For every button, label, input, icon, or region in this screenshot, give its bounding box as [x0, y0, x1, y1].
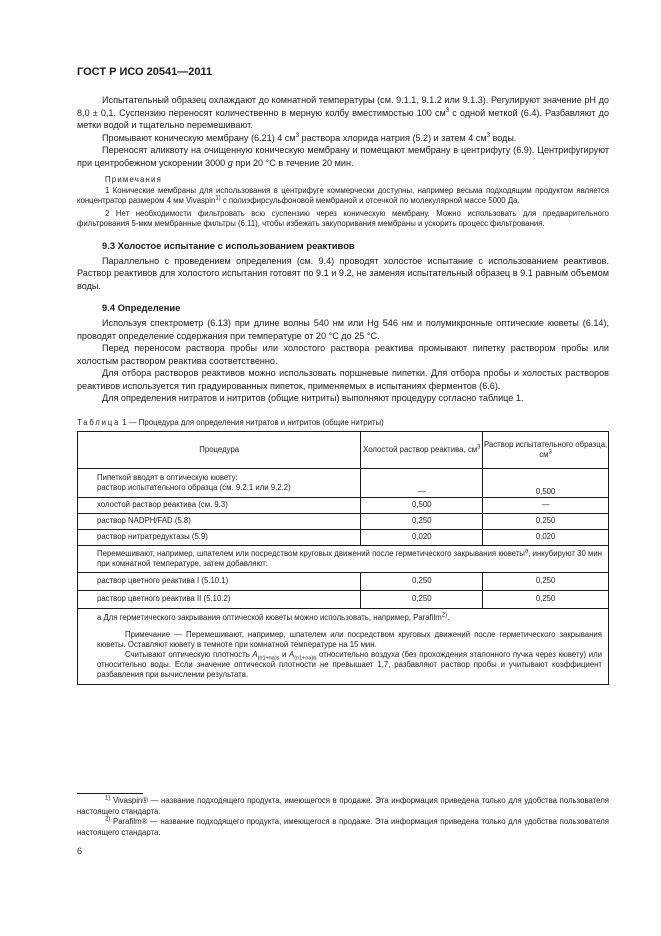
footnote-text: . — [447, 612, 450, 622]
footnote-text: а Для герметического закрывания оптической кюветы можно использовать, например, Parafilm — [97, 612, 442, 622]
table-row — [78, 590, 609, 608]
header-blank — [361, 431, 483, 468]
paragraph-text: с одной меткой (6.4). Разбавляют до метки водой и тщательно перемешивают. — [77, 107, 609, 130]
table-footer — [78, 608, 609, 684]
table-cell: 0,500 — [361, 497, 483, 513]
table-cell: 0,500 — [483, 468, 609, 497]
table-caption-label: Таблица — [77, 417, 121, 427]
table-cell: 0,250 — [361, 590, 483, 608]
table-cell: 0,250 — [483, 513, 609, 529]
cell-text: Пипеткой вводят в оптическую кювету: — [97, 472, 238, 482]
paragraph-text: воды. — [489, 132, 517, 143]
paragraph-ph-adjust — [77, 94, 609, 132]
table-cell: 0,020 — [361, 529, 483, 545]
table-note: Примечание — Перемешивают, например, шпателем или посредством круговых движений после герметического закрывания кюветы. Оставляют кювету в темноте при комнатной температуре на 15 мин. — [97, 629, 602, 649]
table-row — [78, 572, 609, 590]
italic-a: A — [252, 649, 258, 659]
footnote-ref: а — [524, 547, 529, 554]
table-footer-row — [78, 608, 609, 684]
paragraph-text: раствора хлорида натрия (5.2) и затем 4 см — [298, 132, 487, 143]
table-row — [78, 497, 609, 513]
footnote-ref: 2) — [441, 611, 448, 618]
table-footnote-a — [97, 613, 602, 623]
table-cell: 0,250 — [483, 572, 609, 590]
table-cell — [78, 468, 361, 497]
table-row — [78, 529, 609, 545]
table-cell: раствор NADPH/FAD (5.8) — [78, 513, 361, 529]
table-note-absorbance — [97, 650, 602, 680]
document-header: ГОСТ Р ИСО 20541—2011 — [77, 66, 213, 78]
header-procedure: Процедура — [78, 431, 361, 468]
table-row — [78, 545, 609, 572]
section-9-4-p1: Используя спектрометр (6.13) при длине волны 540 нм или Hg 546 нм и полумикронные оптические кюветы (6.14), проводят определение содержания при температуре от 20 °С до 25 °С. — [77, 318, 609, 341]
table-header-row — [78, 431, 609, 468]
footnote-text: Parafilm® — название подходящего продукта, имеющегося в продаже. Эта информация приведена только для удобства пользователя настоящего стандарта. — [77, 817, 609, 837]
table-cell-mix — [78, 545, 609, 572]
paragraph-text: при 20 °С в течение 20 мин. — [232, 157, 354, 168]
section-9-4-p3: Для отбора растворов реактивов можно использовать поршневые пипетки. Для отбора пробы и холостых растворов реактивов используется тип градуированных пипеток, применяемых в испытаниях ферментов (6.6). — [77, 368, 609, 391]
paragraph-text: Испытательный образец охлаждают до комнатной температуры (см. 9.1.1, 9.1.2 или 9.1.3). Регулируют значение рН до 8,0 ± 0,1. Суспензию переносят количественно в мерную колбу вместимостью 100 см — [77, 95, 609, 118]
paragraph-text: Промывают коническую мембрану (6.21) 4 см — [102, 132, 296, 143]
note-text: и — [279, 649, 289, 659]
header-text: Раствор испытательного образца, см — [483, 439, 608, 459]
table-caption — [77, 417, 609, 428]
table-cell: раствор цветного реактива I (5.10.1) — [78, 572, 361, 590]
footnote-ref: 1) — [215, 195, 221, 202]
page-footnotes — [77, 796, 609, 838]
note-1 — [77, 186, 609, 207]
section-9-4-p4: Для определения нитратов и нитритов (общие нитриты) выполняют процедуру согласно таблице 1. — [102, 393, 524, 403]
footnote-2 — [77, 817, 609, 838]
notes-heading: Примечания — [105, 175, 163, 184]
footnote-separator — [77, 793, 143, 794]
table-cell: 0,020 — [483, 529, 609, 545]
table-cell: раствор нитратредуктазы (5.9) — [78, 529, 361, 545]
cell-text: Перемешивают, например, шпателем или посредством круговых движений после герметического закрывания кюветы — [97, 548, 525, 558]
table-cell: — — [361, 468, 483, 497]
footnote-text: Vivaspin® — название подходящего продукта, имеющегося в продаже. Эта информация приведена только для удобства пользователя настоящего стандарта. — [77, 796, 609, 816]
subscript: (n1+na)b — [294, 655, 317, 662]
footnote-mark: 2) — [105, 816, 111, 823]
cell-text: , инкубируют 30 мин при комнатной температуре, затем добавляют: — [97, 548, 602, 568]
paragraph-centrifuge — [77, 144, 609, 169]
section-9-4-title: 9.4 Определение — [102, 302, 181, 313]
procedure-table — [77, 431, 609, 685]
table-cell: холостой раствор реактива (см. 9.3) — [78, 497, 361, 513]
header-sample — [483, 431, 609, 468]
section-9-4-p2: Перед переносом раствора пробы или холостого раствора реактива промывают пипетку раствором пробы или холостым раствором реактива соответственно. — [77, 343, 609, 366]
table-cell: 0,250 — [483, 590, 609, 608]
table-cell: 0,250 — [361, 572, 483, 590]
italic-a: A — [289, 649, 295, 659]
note-text: относительно воздуха (без прохождения эталонного пучка через кювету) или относительно воды. Если значение оптической плотности не превышает 1,7, разбавляют раствор пробы и учитывают коэффициент разбавления при вычислении результата. — [97, 649, 602, 679]
footnote-1 — [77, 796, 609, 817]
section-9-3-text: Параллельно с проведением определения (см. 9.4) проводят холостое испытание с использованием реактивов. Раствор реактивов для холостого испытания готовят по 9.1 и 9.2, не заменяя испытательный образец в 9.1 равным объемом воды. — [77, 255, 609, 291]
table-row — [78, 468, 609, 497]
note-text: с полиэфирсульфоновой мембраной и отсечкой по молекулярной массе 5000 Да. — [220, 196, 520, 205]
cell-text: раствор испытательного образца (см. 9.2.1 или 9.2.2) — [97, 482, 291, 492]
document-body — [77, 94, 609, 685]
note-text: 1 Конические мембраны для использования в центрифуге коммерчески доступны, например весьма подходящим продуктом является концентратор размером 4 мм Vivaspin — [77, 185, 609, 205]
superscript: 3 — [295, 132, 299, 139]
table-cell: раствор цветного реактива II (5.10.2) — [78, 590, 361, 608]
section-9-3-title: 9.3 Холостое испытание с использованием реактивов — [102, 239, 355, 251]
subscript: (n1+na)s — [257, 655, 280, 662]
paragraph-membrane-wash — [77, 132, 609, 145]
note-text: Считывают оптическую плотность — [125, 649, 253, 659]
italic-g: g — [227, 157, 233, 168]
table-row — [78, 513, 609, 529]
page-number: 6 — [77, 846, 83, 856]
footnote-mark: 1) — [105, 795, 111, 802]
table-cell: 0,250 — [361, 513, 483, 529]
table-cell: — — [483, 497, 609, 513]
superscript: 3 — [445, 107, 450, 114]
note-2: 2 Нет необходимости фильтровать всю суспензию через коническую мембрану. Можно использовать для предварительного фильтрования 5-мкм мембранные фильтры (6.11), чтобы избежать закупоривания мембраны и ускорить процесс фильтрования. — [77, 208, 609, 228]
table-caption-text: 1 — Процедура для определения нитратов и нитритов (общие нитриты) — [120, 417, 384, 427]
header-text: Холостой раствор реактива, см — [363, 444, 478, 454]
paragraph-text: Переносят аликвоту на очищенную коническую мембрану и помещают мембрану в центрифугу (6.9). Центрифугируют при центробежном ускорении 3000 — [77, 145, 609, 168]
superscript: 3 — [477, 443, 481, 450]
superscript: 3 — [548, 448, 552, 455]
superscript: 3 — [486, 132, 490, 139]
